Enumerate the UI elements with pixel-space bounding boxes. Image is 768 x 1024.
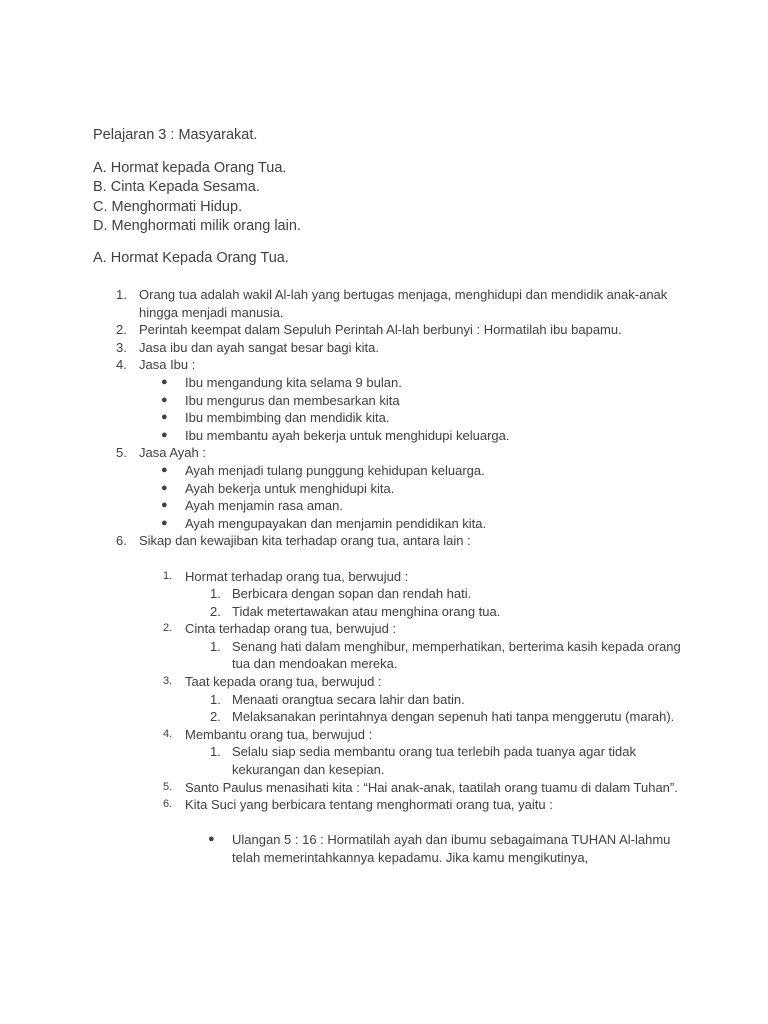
- bullet-item: [93, 462, 683, 480]
- bullet-item: [93, 374, 683, 392]
- nested-list-item: [93, 638, 683, 673]
- list-number: 4.: [116, 357, 127, 373]
- list-number: 6.: [116, 533, 127, 549]
- topic-item: B. Cinta Kepada Sesama.: [93, 179, 260, 195]
- nested-list-number: 2.: [210, 603, 221, 619]
- bullet-icon: ●: [161, 375, 168, 388]
- nested-list-item: [93, 585, 683, 603]
- section-title: A. Hormat Kepada Orang Tua.: [93, 249, 289, 266]
- main-list: [93, 286, 683, 867]
- bullet-icon: ●: [161, 516, 168, 529]
- sub-list-number: 6.: [163, 798, 173, 811]
- sub-list-item: [93, 726, 683, 744]
- bullet-text: Ayah menjadi tulang punggung kehidupan keluarga.: [185, 462, 485, 478]
- nested-list-number: 1.: [210, 691, 221, 707]
- list-item: [93, 286, 683, 321]
- bullet-icon: ●: [161, 393, 168, 406]
- bullet-text: Ayah bekerja untuk menghidupi kita.: [185, 480, 395, 496]
- sub-list-number: 1.: [163, 569, 173, 582]
- bullet-text: Ayah mengupayakan dan menjamin pendidikan kita.: [185, 515, 487, 531]
- nested-list-number: 1.: [210, 638, 221, 654]
- bullet-icon: ●: [161, 481, 168, 494]
- list-number: 3.: [116, 339, 127, 355]
- bullet-item: [93, 409, 683, 427]
- bullet-text: Ibu membimbing dan mendidik kita.: [185, 410, 390, 426]
- list-item-text: Perintah keempat dalam Sepuluh Perintah Al-lah berbunyi : Hormatilah ibu bapamu.: [139, 322, 622, 338]
- bullet-text: Ibu mengandung kita selama 9 bulan.: [185, 374, 402, 390]
- nested-list-item-text: Tidak metertawakan atau menghina orang tua.: [232, 603, 501, 619]
- bullet-item: [93, 831, 683, 866]
- list-item: [93, 321, 683, 339]
- list-item: [93, 532, 683, 550]
- nested-list-item-text: Senang hati dalam menghibur, memperhatikan, berterima kasih kepada orang tua dan mendoakan mereka.: [232, 638, 681, 672]
- nested-list-item-text: Berbicara dengan sopan dan rendah hati.: [232, 586, 472, 602]
- sub-list-item-text: Cinta terhadap orang tua, berwujud :: [185, 621, 397, 637]
- bullet-item: [93, 427, 683, 445]
- topic-list: [93, 159, 683, 237]
- sub-list-item: [93, 620, 683, 638]
- bullet-icon: ●: [161, 428, 168, 441]
- list-item-text: Sikap dan kewajiban kita terhadap orang tua, antara lain :: [139, 533, 471, 549]
- topic-item: D. Menghormati milik orang lain.: [93, 218, 301, 234]
- nested-list-item: [93, 743, 683, 778]
- nested-list-item: [93, 708, 683, 726]
- sub-list-item: [93, 796, 683, 814]
- nested-list-item: [93, 603, 683, 621]
- list-item: [93, 339, 683, 357]
- bullet-icon: ●: [161, 411, 168, 424]
- sub-list-item: [93, 568, 683, 586]
- list-item-text: Jasa Ibu :: [139, 357, 196, 373]
- bullet-icon: ●: [161, 499, 168, 512]
- bullet-item: [93, 480, 683, 498]
- nested-list-item-text: Menaati orangtua secara lahir dan batin.: [232, 691, 465, 707]
- list-item-text: Orang tua adalah wakil Al-lah yang bertugas menjaga, menghidupi dan mendidik anak-anak hingga menjadi manusia.: [139, 287, 668, 320]
- topic-item: C. Menghormati Hidup.: [93, 198, 243, 215]
- nested-list-number: 2.: [210, 709, 221, 725]
- sub-list-item-text: Kita Suci yang berbicara tentang menghormati orang tua, yaitu :: [185, 797, 553, 813]
- bullet-icon: ●: [208, 833, 215, 846]
- sub-list-number: 2.: [163, 622, 173, 635]
- bullet-text: Ibu membantu ayah bekerja untuk menghidupi keluarga.: [185, 427, 510, 443]
- bullet-item: [93, 497, 683, 515]
- nested-list-item-text: Melaksanakan perintahnya dengan sepenuh hati tanpa menggerutu (marah).: [232, 709, 675, 725]
- list-item-text: Jasa Ayah :: [139, 445, 206, 461]
- nested-list-item: [93, 691, 683, 709]
- document-page: [93, 126, 683, 867]
- sub-list-item: [93, 673, 683, 691]
- list-number: 1.: [116, 287, 127, 302]
- lesson-title: Pelajaran 3 : Masyarakat.: [93, 127, 258, 143]
- sub-list-item-text: Hormat terhadap orang tua, berwujud :: [185, 568, 409, 584]
- bullet-text: Ayah menjamin rasa aman.: [185, 498, 344, 514]
- bullet-item: [93, 392, 683, 410]
- nested-list-number: 1.: [210, 744, 221, 760]
- bullet-text: Ulangan 5 : 16 : Hormatilah ayah dan ibumu sebagaimana TUHAN Al-lahmu telah memerintahkannya kepadamu. Jika kamu mengikutinya,: [232, 832, 671, 865]
- sub-list-number: 4.: [163, 727, 173, 740]
- nested-list-number: 1.: [210, 586, 221, 602]
- list-item-text: Jasa ibu dan ayah sangat besar bagi kita.: [139, 339, 379, 355]
- bullet-icon: ●: [161, 463, 168, 476]
- sub-list-item: [93, 779, 683, 797]
- bullet-item: [93, 515, 683, 533]
- list-number: 2.: [116, 322, 127, 338]
- bullet-text: Ibu mengurus dan membesarkan kita: [185, 392, 400, 408]
- nested-list-item-text: Selalu siap sedia membantu orang tua terlebih pada tuanya agar tidak kekurangan dan kesepian.: [232, 744, 636, 778]
- list-item: [93, 444, 683, 462]
- list-item: [93, 356, 683, 374]
- sub-list-number: 3.: [163, 675, 173, 688]
- list-number: 5.: [116, 445, 127, 461]
- sub-list-item-text: Taat kepada orang tua, berwujud :: [185, 674, 382, 690]
- sub-list-item-text: Membantu orang tua, berwujud :: [185, 726, 373, 742]
- sub-list-number: 5.: [163, 780, 173, 793]
- sub-list-item-text: Santo Paulus menasihati kita : “Hai anak-anak, taatilah orang tuamu di dalam Tuhan”.: [185, 779, 678, 795]
- topic-item: A. Hormat kepada Orang Tua.: [93, 159, 287, 176]
